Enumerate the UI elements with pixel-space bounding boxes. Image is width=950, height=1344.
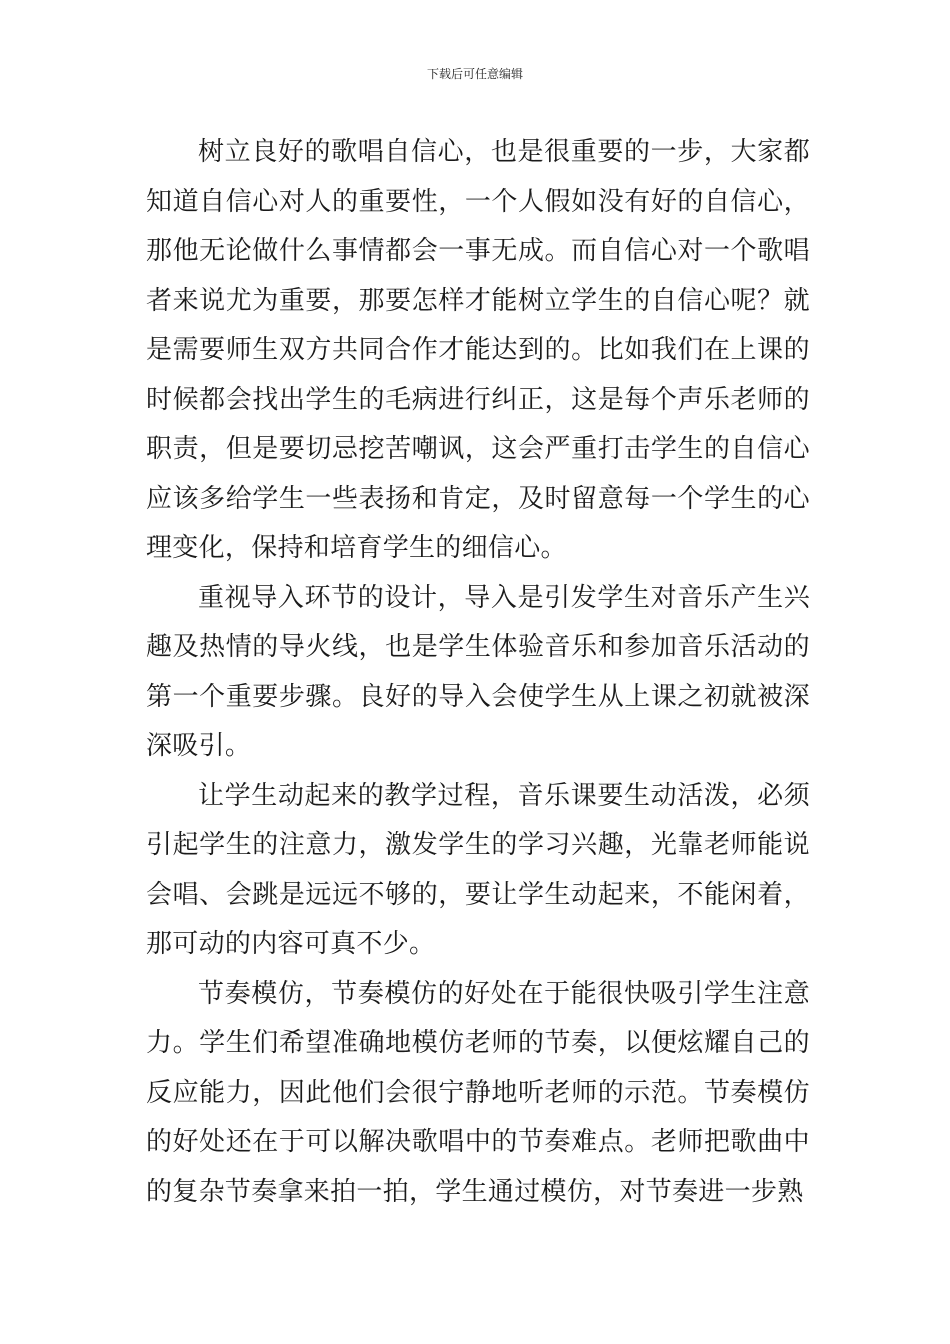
paragraph-confidence: 树立良好的歌唱自信心，也是很重要的一步，大家都知道自信心对人的重要性，一个人假如没有好的自信心，那他无论做什么事情都会一事无成。而自信心对一个歌唱者来说尤为重要，那要怎样才能树立学生的自信心呢？就是需要师生双方共同合作才能达到的。比如我们在上课的时候都会找出学生的毛病进行纠正，这是每个声乐老师的职责，但是要切忌挖苦嘲讽，这会严重打击学生的自信心应该多给学生一些表扬和肯定，及时留意每一个学生的心理变化，保持和培育学生的细信心。 <box>146 137 810 563</box>
document-body <box>146 128 810 1217</box>
paragraph-rhythm-imitation: 节奏模仿，节奏模仿的好处在于能很快吸引学生注意力。学生们希望准确地模仿老师的节奏，以便炫耀自己的反应能力，因此他们会很宁静地听老师的示范。节奏模仿的好处还在于可以解决歌唱中的节奏难点。老师把歌曲中的复杂节奏拿来拍一拍，学生通过模仿，对节奏进一步熟 <box>146 978 810 1207</box>
paragraph-introduction: 重视导入环节的设计，导入是引发学生对音乐产生兴趣及热情的导火线，也是学生体验音乐和参加音乐活动的第一个重要步骤。良好的导入会使学生从上课之初就被深深吸引。 <box>146 582 810 761</box>
paragraph-active-teaching: 让学生动起来的教学过程，音乐课要生动活泼，必须引起学生的注意力，激发学生的学习兴趣，光靠老师能说会唱、会跳是远远不够的，要让学生动起来，不能闲着，那可动的内容可真不少。 <box>146 780 810 959</box>
page-header: 下载后可任意编辑 <box>426 67 523 81</box>
